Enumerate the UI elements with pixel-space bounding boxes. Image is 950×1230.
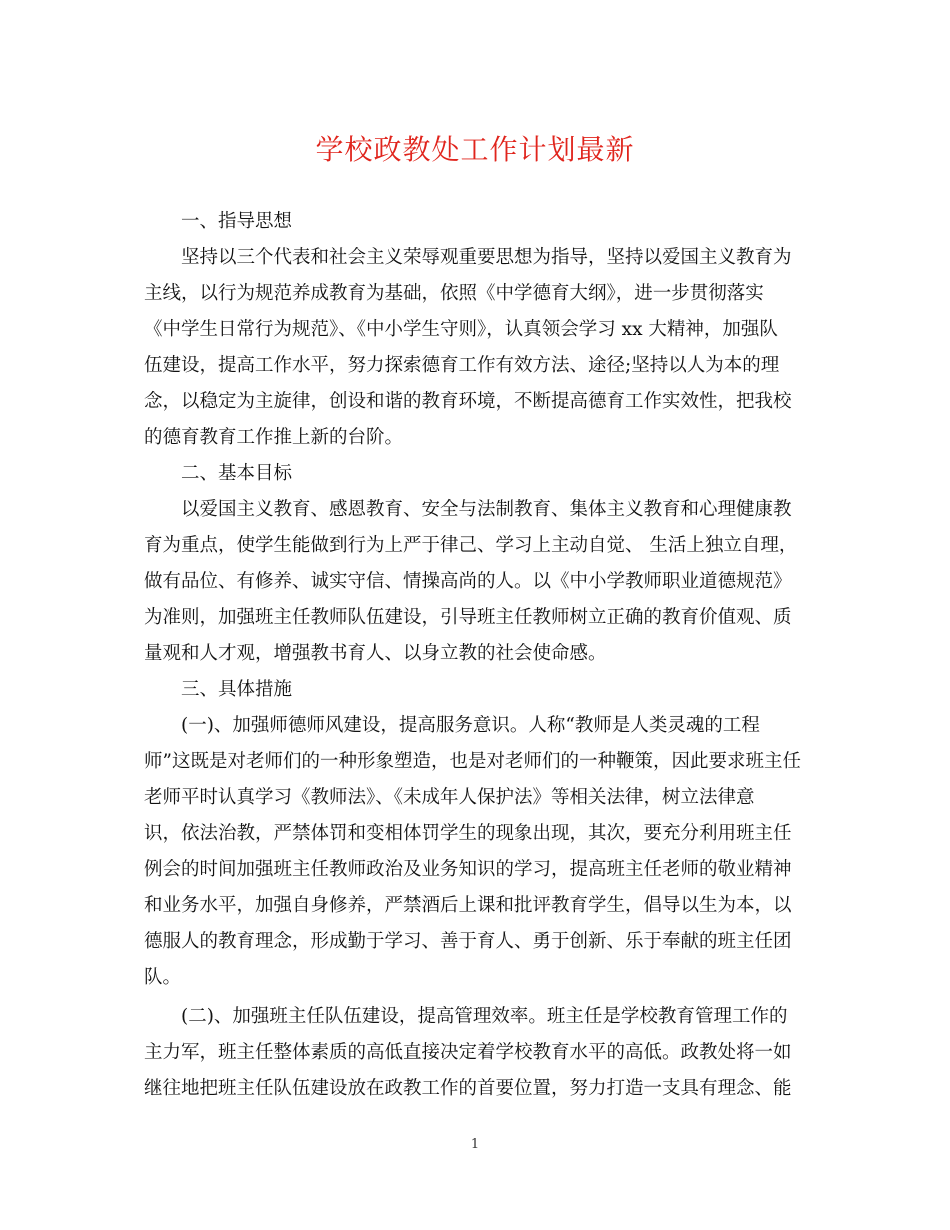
section-heading: 三、具体措施 [181, 679, 293, 700]
paragraph [144, 999, 804, 1107]
paragraph-line: 的德育教育工作推上新的台阶。 [144, 427, 404, 448]
paragraph-line: 主力军，班主任整体素质的高低直接决定着学校教育水平的高低。政教处将一如 [144, 1042, 792, 1063]
section-heading: 一、指导思想 [181, 211, 293, 232]
paragraph-line: 念，以稳定为主旋律，创设和谐的教育环境，不断提高德育工作实效性，把我校 [144, 391, 792, 412]
paragraph-line: 《中学生日常行为规范》、《中小学生守则》，认真领会学习 xx 大精神，加强队 [144, 319, 778, 340]
paragraph-line: 量观和人才观，增强教书育人、以身立教的社会使命感。 [144, 643, 607, 664]
paragraph-line: 识，依法治教，严禁体罚和变相体罚学生的现象出现，其次，要充分利用班主任 [144, 823, 792, 844]
paragraph-line: 德服人的教育理念，形成勤于学习、善于育人、勇于创新、乐于奉献的班主任团 [144, 931, 792, 952]
paragraph [144, 492, 804, 672]
paragraph-line: 例会的时间加强班主任教师政治及业务知识的学习，提高班主任老师的敬业精神 [144, 859, 792, 880]
paragraph-line: 师”这既是对老师们的一种形象塑造，也是对老师们的一种鞭策，因此要求班主任 [144, 751, 801, 772]
paragraph [144, 240, 804, 456]
paragraph-line: 做有品位、有修养、诚实守信、情操高尚的人。以《中小学教师职业道德规范》 [144, 571, 792, 592]
page-number: 1 [470, 1137, 480, 1152]
paragraph-line: 队。 [144, 967, 182, 988]
paragraph-line: 以爱国主义教育、感恩教育、安全与法制教育、集体主义教育和心理健康教 [181, 499, 792, 520]
paragraph-line: 继往地把班主任队伍建设放在政教工作的首要位置，努力打造一支具有理念、能 [144, 1078, 792, 1099]
section-heading: 二、基本目标 [181, 463, 293, 484]
paragraph-line: 为准则，加强班主任教师队伍建设，引导班主任教师树立正确的教育价值观、质 [144, 607, 792, 628]
document-title: 学校政教处工作计划最新 [315, 133, 635, 166]
paragraph-line: 育为重点，使学生能做到行为上严于律己、学习上主动自觉、 生活上独立自理， [144, 535, 798, 556]
paragraph-line: 坚持以三个代表和社会主义荣辱观重要思想为指导，坚持以爱国主义教育为 [181, 247, 792, 268]
paragraph-line: (二)、加强班主任队伍建设，提高管理效率。班主任是学校教育管理工作的 [181, 1006, 788, 1027]
paragraph-line: 和业务水平，加强自身修养，严禁酒后上课和批评教育学生，倡导以生为本，以 [144, 895, 792, 916]
paragraph-line: (一)、加强师德师风建设，提高服务意识。人称“教师是人类灵魂的工程 [181, 715, 760, 736]
paragraph-line: 伍建设，提高工作水平，努力探索德育工作有效方法、途径;坚持以人为本的理 [144, 355, 780, 376]
paragraph [144, 708, 804, 996]
paragraph-line: 老师平时认真学习《教师法》、《未成年人保护法》等相关法律，树立法律意 [144, 787, 755, 808]
paragraph-line: 主线，以行为规范养成教育为基础，依照《中学德育大纲》，进一步贯彻落实 [144, 283, 764, 304]
document-body [144, 204, 804, 1107]
